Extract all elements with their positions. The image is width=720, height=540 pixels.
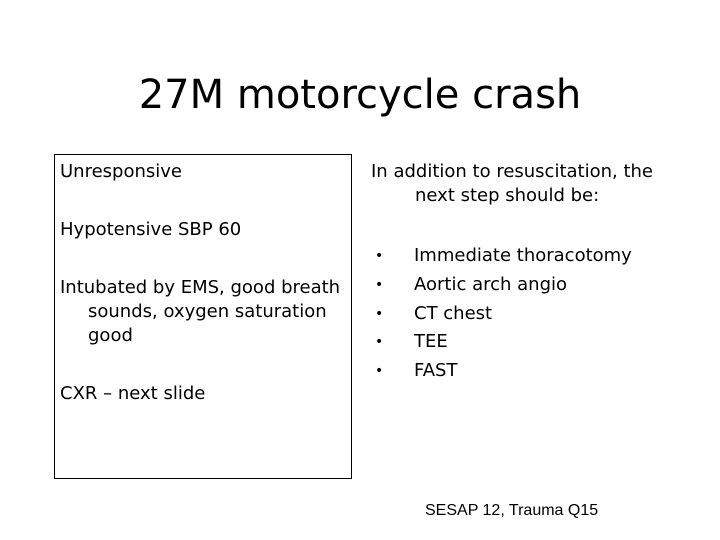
answer-option	[371, 300, 671, 329]
bullet-icon: •	[375, 248, 384, 264]
answer-option-label: Aortic arch angio	[414, 273, 568, 295]
answer-option-label: CT chest	[414, 302, 493, 324]
answer-option	[371, 328, 671, 357]
answer-option-label: Immediate thoracotomy	[414, 245, 632, 266]
answer-option-label: TEE	[414, 331, 448, 353]
case-detail-item: Hypotensive SBP 60	[60, 219, 242, 240]
bullet-icon: •	[375, 276, 384, 293]
answer-option	[371, 242, 671, 271]
answer-option	[371, 271, 671, 300]
case-detail-item: Intubated by EMS, good breath sounds, oxygen saturation good	[60, 277, 341, 346]
slide-title: 27M motorcycle crash	[138, 72, 582, 118]
case-detail-item: Unresponsive	[60, 161, 182, 182]
question-text: In addition to resuscitation, the next step should be:	[371, 161, 654, 206]
question-panel	[371, 160, 671, 386]
case-details	[60, 160, 348, 440]
source-citation: SESAP 12, Trauma Q15	[425, 502, 599, 519]
bullet-icon: •	[375, 305, 384, 322]
answer-options	[371, 242, 671, 386]
answer-option	[371, 357, 671, 386]
bullet-icon: •	[375, 334, 384, 351]
answer-option-label: FAST	[414, 360, 458, 382]
bullet-icon: •	[375, 363, 384, 380]
case-detail-item: CXR – next slide	[60, 383, 206, 404]
